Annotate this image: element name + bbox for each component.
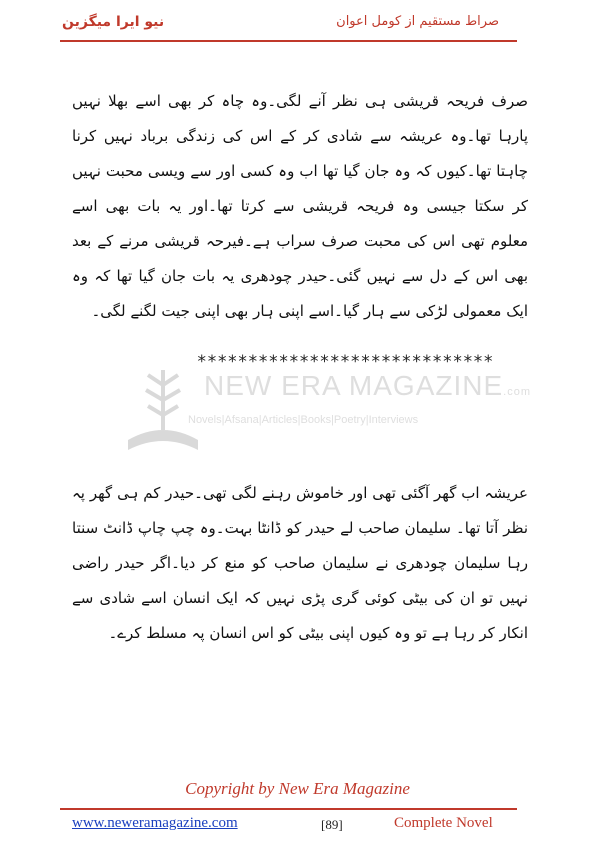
- footer-divider: [60, 808, 517, 810]
- watermark-logo: [118, 360, 558, 470]
- magazine-name: نیو ایرا میگزین: [62, 14, 165, 30]
- book-icon: [118, 360, 208, 460]
- page-number: [89]: [321, 817, 343, 832]
- body-paragraph-2: عریشہ اب گھر آگئی تھی اور خاموش رہنے لگی تھی۔حیدر کم ہی گھر پہ نظر آتا تھا۔ سلیمان صاحب لے حیدر کو ڈانٹا بہت۔وہ چپ چاپ ڈانٹ سنتا رہا سلیمان چودھری نے سلیمان صاحب کو منع کر دیا۔اگر حیدر راضی نہیں تو ان کی بیٹی کوئی گری پڑی نہیں کہ ایک انسان اسے شادی سے انکار کر رہا ہے تو وہ کیوں اپنی بیٹی کو اس انسان پہ مسلط کرے۔: [72, 484, 528, 642]
- watermark-title: NEW ERA MAGAZINE.com: [204, 370, 531, 401]
- website-link[interactable]: www.neweramagazine.com: [72, 815, 238, 831]
- copyright-notice: Copyright by New Era Magazine: [185, 779, 410, 798]
- watermark-subtitle: Novels|Afsana|Articles|Books|Poetry|Interviews: [188, 414, 419, 426]
- novel-author-title: صراط مستقیم از کومل اعوان: [336, 14, 499, 29]
- body-paragraph-1: صرف فریحہ قریشی ہی نظر آنے لگی۔وہ چاہ کر بھی اسے بھلا نہیں پارہا تھا۔وہ عریشہ سے شادی کر کے اس کی زندگی برباد نہیں کرنا چاہتا تھا۔کیوں کہ وہ جان گیا تھا اب وہ کسی اور سے ویسی محبت نہیں کر سکتا جیسی وہ فریحہ قریشی سے کرتا تھا۔اور یہ بات بھی اسے معلوم تھی اس کی محبت صرف سراب ہے۔فیرحہ قریشی مرنے کے بعد بھی اس کے دل سے نہیں گئی۔حیدر چودھری یہ بات جان گیا تھا کہ وہ ایک معمولی لڑکی سے ہار گیا۔اسے اپنی ہار بھی اپنی جیت لگنے لگی۔: [72, 92, 528, 320]
- header-divider: [60, 40, 517, 42]
- watermark-suffix: .com: [503, 386, 531, 398]
- section-separator: *****************************: [196, 352, 494, 372]
- category-label: Complete Novel: [394, 815, 493, 831]
